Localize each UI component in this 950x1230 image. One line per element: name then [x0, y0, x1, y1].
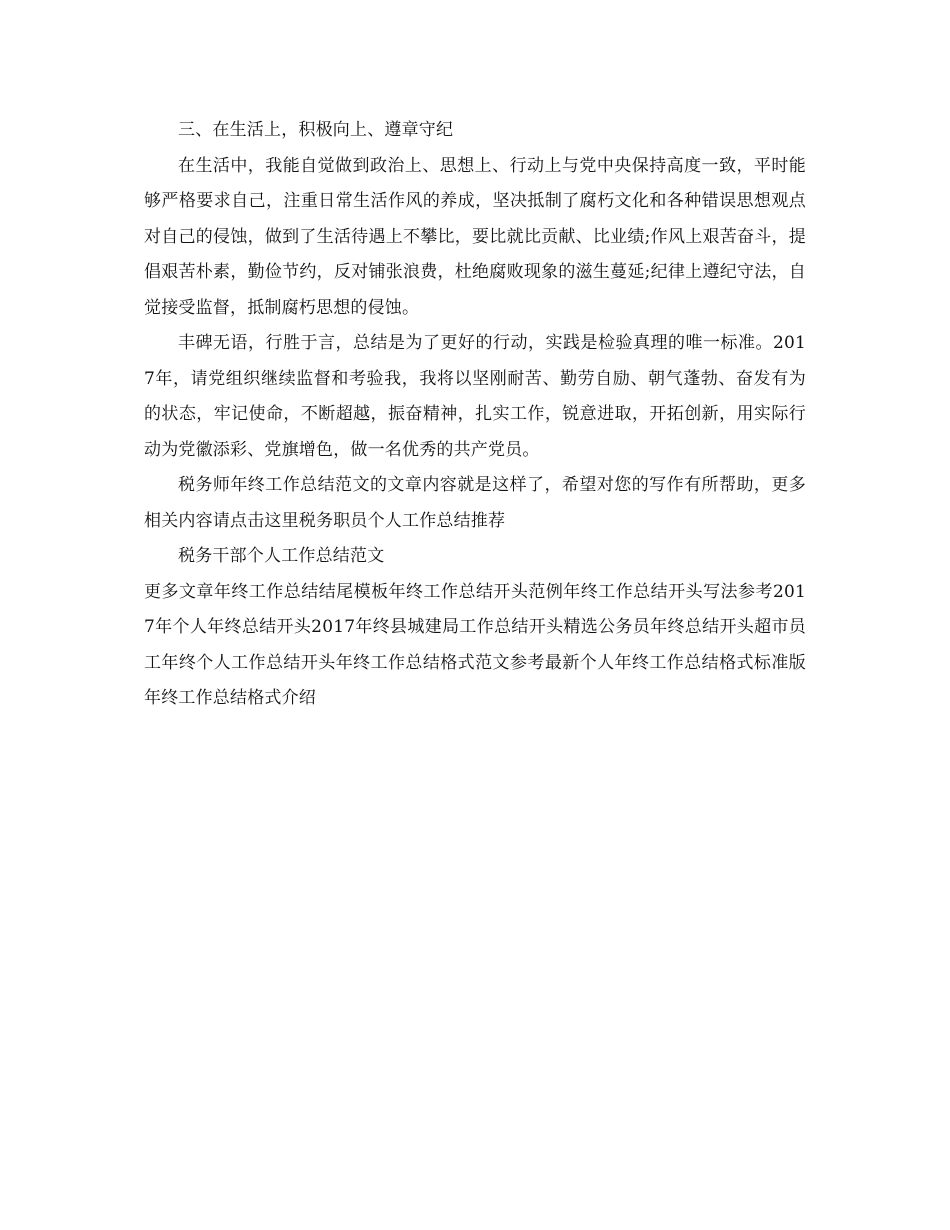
document-body: [144, 113, 806, 717]
paragraph-closing-pledge: 丰碑无语，行胜于言，总结是为了更好的行动，实践是检验真理的唯一标准。2017年，请党组织继续监督和考验我，我将以坚刚耐苦、勤劳自励、朝气蓬勃、奋发有为的状态，牢记使命，不断超越，振奋精神，扎实工作，锐意进取，开拓创新，用实际行动为党徽添彩、党旗增色，做一名优秀的共产党员。: [144, 333, 806, 460]
paragraph-related-content: 税务师年终工作总结范文的文章内容就是这样了，希望对您的写作有所帮助，更多相关内容请点击这里税务职员个人工作总结推荐: [144, 475, 806, 531]
paragraph-life-conduct: 在生活中，我能自觉做到政治上、思想上、行动上与党中央保持高度一致，平时能够严格要求自己，注重日常生活作风的养成，坚决抵制了腐朽文化和各种错误思想观点对自己的侵蚀，做到了生活待遇上不攀比，要比就比贡献、比业绩;作风上艰苦奋斗，提倡艰苦朴素，勤俭节约，反对铺张浪费，杜绝腐败现象的滋生蔓延;纪律上遵纪守法，自觉接受监督，抵制腐朽思想的侵蚀。: [144, 155, 806, 318]
more-articles-list: 更多文章年终工作总结结尾模板年终工作总结开头范例年终工作总结开头写法参考2017年个人年终总结开头2017年终县城建局工作总结开头精选公务员年终总结开头超市员工年终个人工作总结开头年终工作总结格式范文参考最新个人年终工作总结格式标准版年终工作总结格式介绍: [144, 581, 806, 708]
section-heading: 三、在生活上，积极向上、遵章守纪: [178, 120, 454, 140]
related-article-link: 税务干部个人工作总结范文: [178, 546, 385, 566]
